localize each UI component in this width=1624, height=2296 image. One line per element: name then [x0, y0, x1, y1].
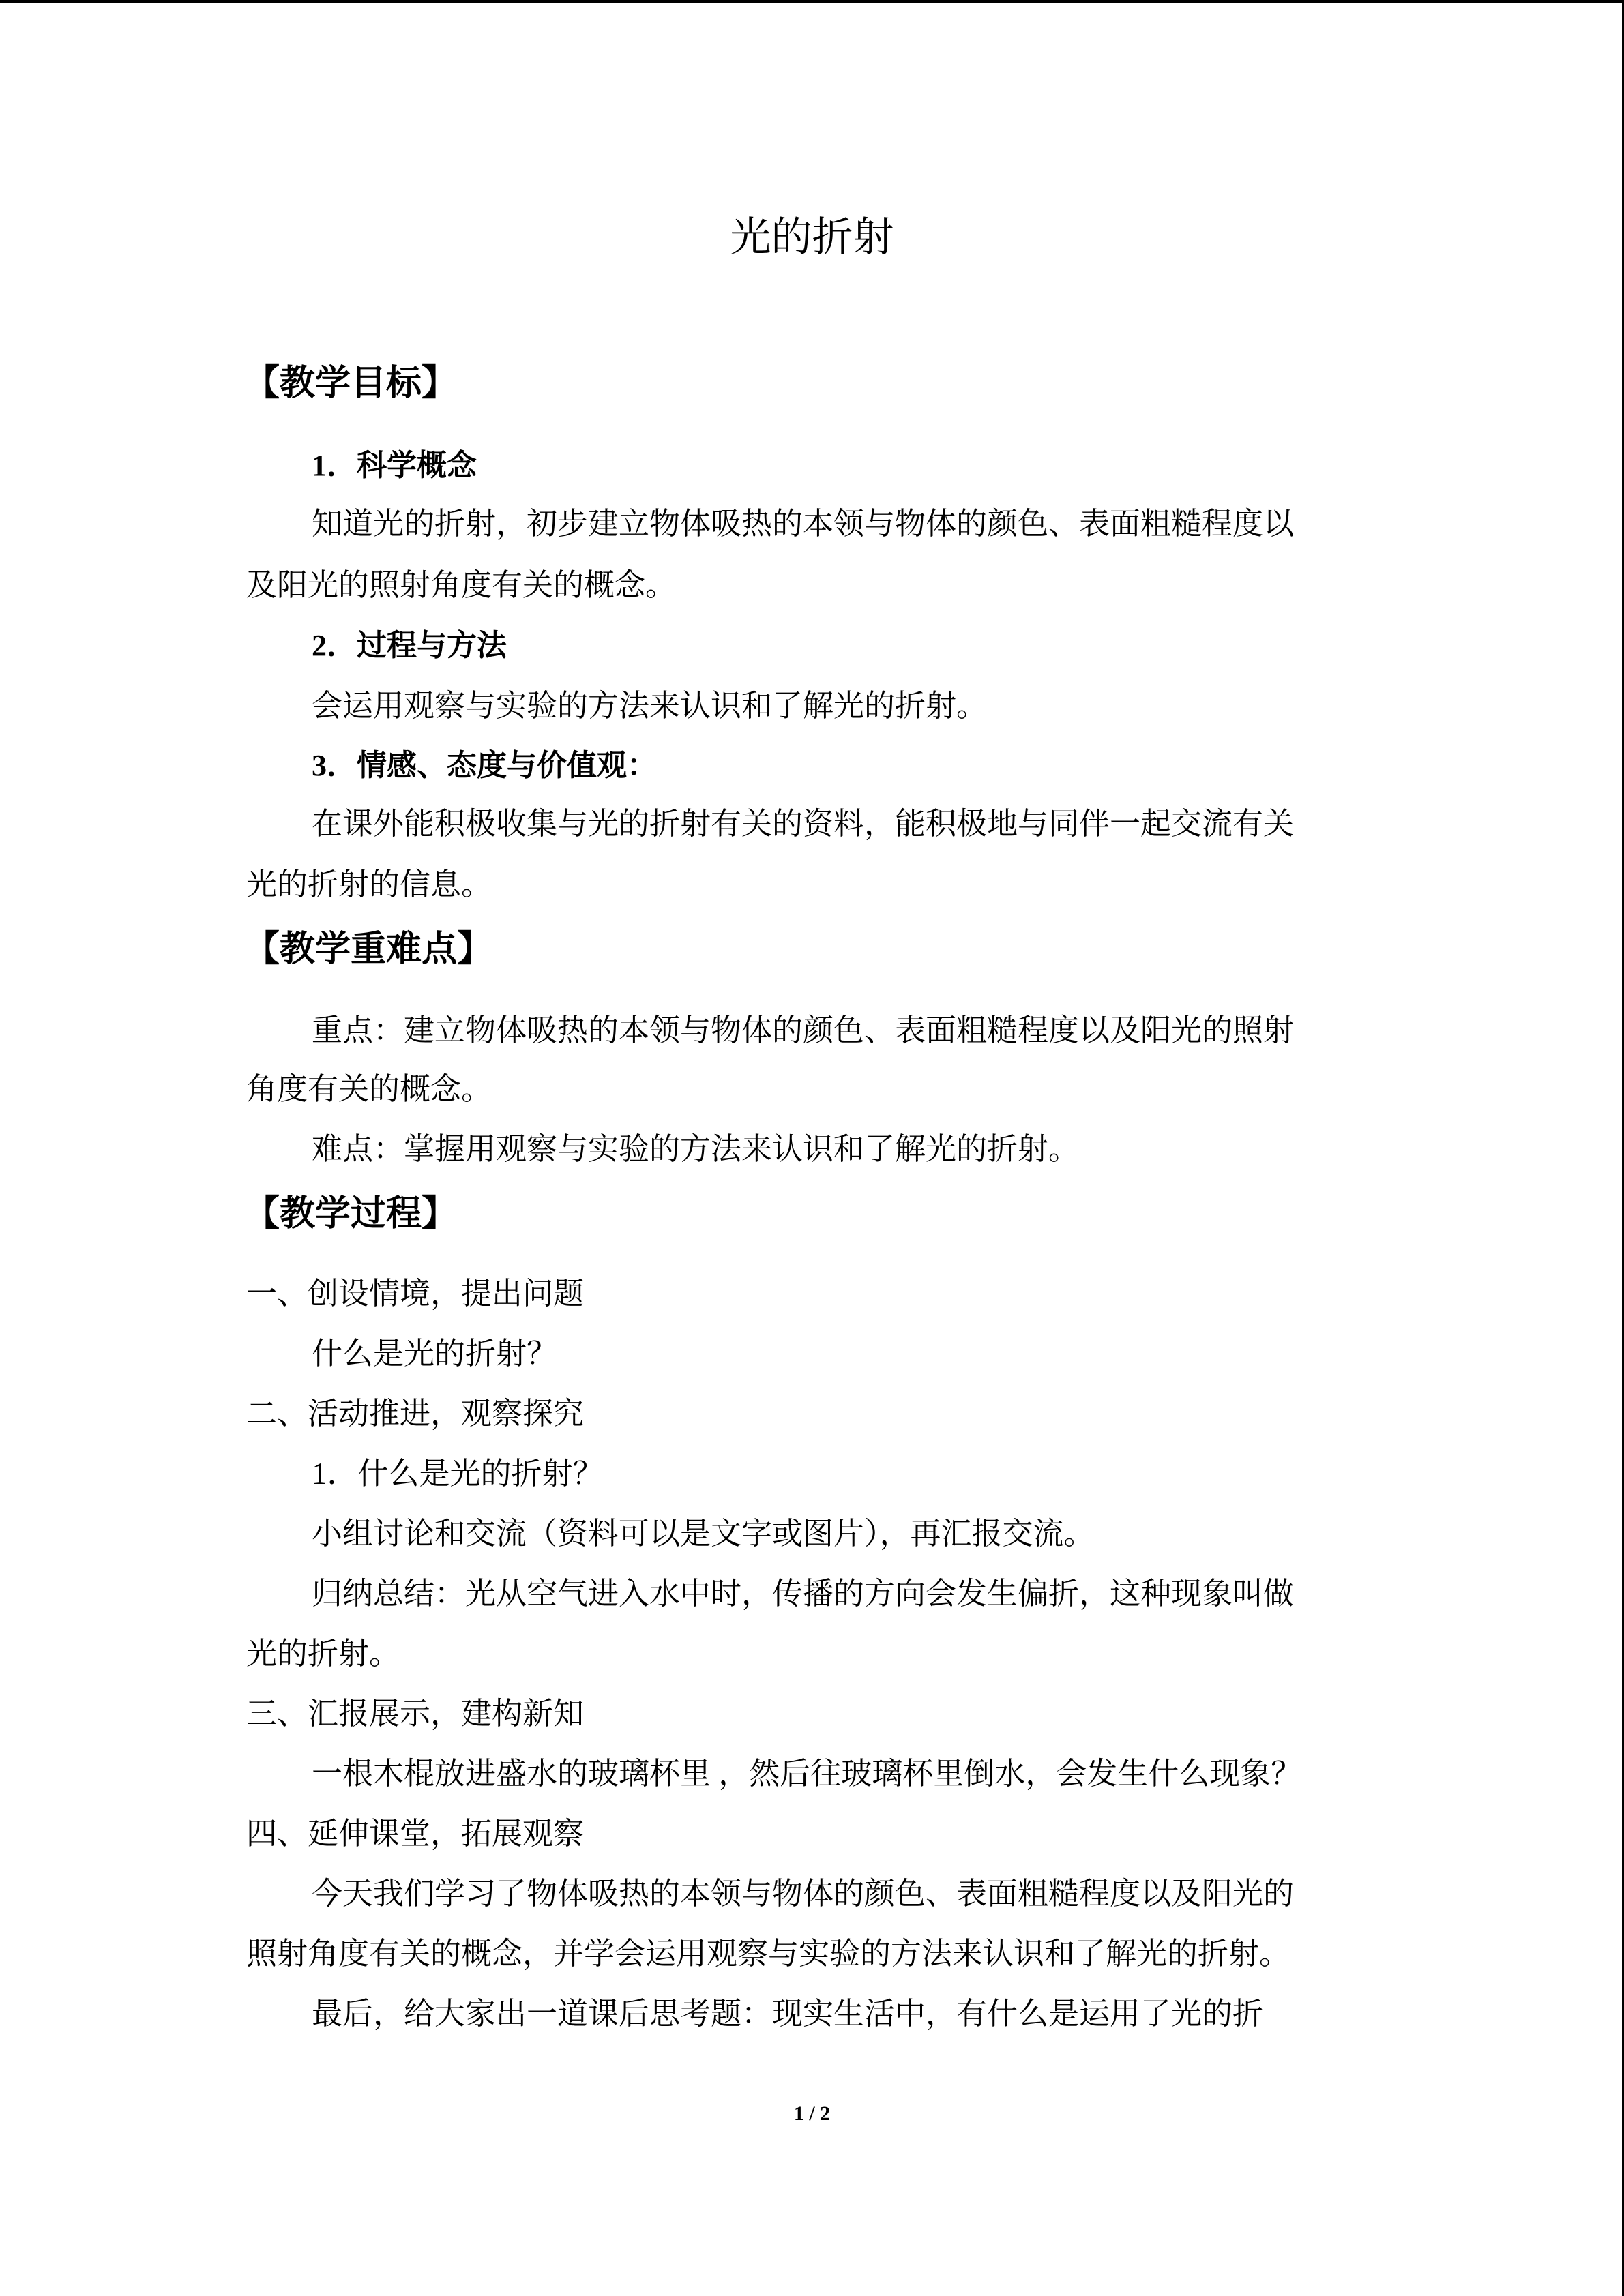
page-number: 1 / 2	[793, 2102, 831, 2125]
page-top-border	[0, 0, 1624, 3]
paragraph-line: 今天我们学习了物体吸热的本领与物体的颜色、表面粗糙程度以及阳光的	[312, 1877, 1295, 1911]
paragraph-line: 最后，给大家出一道课后思考题：现实生活中，有什么是运用了光的折	[312, 1997, 1264, 2031]
paragraph-line: 会运用观察与实验的方法来认识和了解光的折射。	[312, 689, 988, 723]
step-heading: 二、活动推进，观察探究	[246, 1397, 585, 1431]
paragraph-line: 在课外能积极收集与光的折射有关的资料，能积极地与同伴一起交流有关	[312, 807, 1295, 841]
document-title: 光的折射	[730, 215, 894, 260]
paragraph-line: 及阳光的照射角度有关的概念。	[246, 568, 677, 602]
paragraph-line: 光的折射的信息。	[246, 867, 492, 901]
section-heading-objectives: 【教学目标】	[244, 364, 458, 403]
paragraph-line: 角度有关的概念。	[246, 1072, 492, 1106]
step-heading: 四、延伸课堂，拓展观察	[246, 1817, 585, 1851]
subheading-process-method: 2．过程与方法	[312, 629, 507, 662]
paragraph-line: 重点：建立物体吸热的本领与物体的颜色、表面粗糙程度以及阳光的照射	[312, 1013, 1295, 1047]
paragraph-line: 照射角度有关的概念，并学会运用观察与实验的方法来认识和了解光的折射。	[246, 1937, 1290, 1971]
paragraph-line: 一根木棍放进盛水的玻璃杯里 ，然后往玻璃杯里倒水，会发生什么现象？	[312, 1757, 1302, 1791]
step-heading: 一、创设情境，提出问题	[246, 1277, 585, 1311]
paragraph-line: 1．什么是光的折射？	[312, 1457, 604, 1491]
paragraph-line: 小组讨论和交流（资料可以是文字或图片），再汇报交流。	[312, 1517, 1095, 1551]
paragraph-line: 难点：掌握用观察与实验的方法来认识和了解光的折射。	[312, 1132, 1080, 1166]
step-heading: 三、汇报展示，建构新知	[246, 1697, 585, 1731]
section-heading-key-points: 【教学重难点】	[244, 930, 493, 969]
paragraph-line: 知道光的折射，初步建立物体吸热的本领与物体的颜色、表面粗糙程度以	[312, 507, 1295, 541]
subheading-emotion-values: 3．情感、态度与价值观：	[312, 749, 657, 782]
paragraph-line: 什么是光的折射？	[312, 1337, 558, 1371]
subheading-science-concept: 1．科学概念	[312, 449, 477, 482]
paragraph-line: 归纳总结：光从空气进入水中时，传播的方向会发生偏折，这种现象叫做	[312, 1577, 1295, 1611]
paragraph-line: 光的折射。	[246, 1637, 400, 1671]
section-heading-process: 【教学过程】	[244, 1195, 458, 1234]
